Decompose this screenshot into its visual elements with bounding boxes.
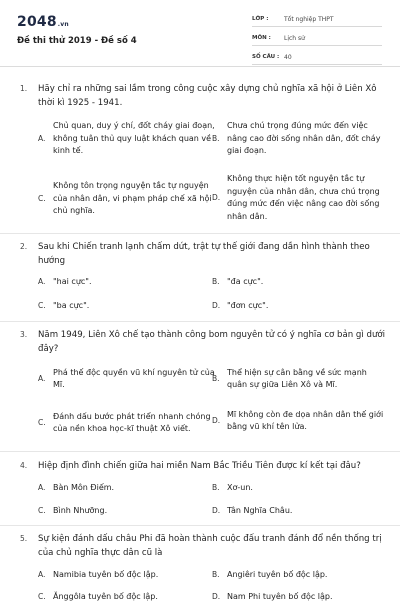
option-letter: C.: [38, 505, 46, 515]
option-text: Thể hiện sự cân bằng về sức mạnh quân sự giữa Liên Xô và Mĩ.: [227, 367, 367, 389]
header-divider: [0, 66, 400, 67]
answer-option-1c[interactable]: [38, 170, 216, 228]
option-text: "đơn cực".: [227, 300, 269, 310]
question-divider: [0, 525, 400, 526]
option-letter: D.: [212, 415, 221, 425]
answer-option-4a[interactable]: [38, 481, 208, 495]
meta-key: LỚP :: [252, 16, 269, 22]
question-number: 5.: [20, 534, 28, 543]
option-text: Angiêri tuyên bố độc lập.: [227, 569, 328, 579]
option-letter: B.: [212, 482, 220, 492]
question-5: [20, 532, 390, 560]
option-text: "hai cực".: [53, 276, 92, 286]
exam-meta: [252, 12, 382, 69]
question-number: 4.: [20, 461, 28, 470]
option-letter: B.: [212, 276, 220, 286]
answer-option-3b[interactable]: [212, 364, 384, 394]
question-number: 3.: [20, 330, 28, 339]
option-letter: D.: [212, 192, 221, 202]
option-letter: A.: [38, 569, 46, 579]
question-text: Hiệp định đình chiến giữa hai miền Nam Bắc Triều Tiên được kí kết tại đâu?: [38, 461, 361, 471]
option-text: Phá thế độc quyền vũ khí nguyên tử của Mĩ.: [53, 367, 215, 389]
option-text: Chưa chú trọng đúng mức đến việc nâng cao đời sống nhân dân, đốt cháy giai đoạn.: [227, 121, 381, 156]
option-letter: D.: [212, 505, 221, 515]
answer-option-5c[interactable]: [38, 590, 208, 604]
answer-option-5b[interactable]: [212, 568, 382, 582]
option-letter: A.: [38, 373, 46, 383]
question-2: [20, 240, 390, 268]
option-text: Không thực hiện tốt nguyện tắc tự nguyện của nhân dân, chưa chú trọng đúng mức đến việc nâng cao đời sống nhân dân.: [227, 174, 380, 221]
option-text: Nam Phi tuyên bố độc lập.: [227, 591, 333, 601]
meta-value: Lịch sử: [284, 34, 305, 42]
option-letter: C.: [38, 417, 46, 427]
meta-key: SỐ CÂU :: [252, 54, 280, 60]
option-text: Tân Nghĩa Châu.: [227, 505, 293, 515]
option-text: Không tôn trọng nguyện tắc tự nguyện của nhân dân, vi phạm pháp chế xã hội chủ nghĩa.: [53, 181, 212, 216]
question-number: 2.: [20, 242, 28, 251]
option-text: Namibia tuyên bố độc lập.: [53, 569, 159, 579]
answer-option-1d[interactable]: [212, 166, 384, 230]
question-text: Sự kiện đánh dấu châu Phi đã hoàn thành cuộc đấu tranh đánh đổ nền thống trị của chủ nghĩa thực dân cũ là: [38, 534, 382, 558]
question-3: [20, 328, 390, 356]
meta-row-count: [252, 50, 382, 65]
option-letter: D.: [212, 300, 221, 310]
option-text: Chủ quan, duy ý chí, đốt cháy giai đoạn, không tuân thủ quy luật khách quan về kinh tế.: [53, 121, 215, 156]
option-letter: B.: [212, 133, 220, 143]
answer-option-1a[interactable]: [38, 115, 216, 163]
meta-key: MÔN :: [252, 35, 271, 41]
answer-option-2a[interactable]: [38, 275, 208, 289]
option-text: "ba cực".: [53, 300, 90, 310]
option-letter: A.: [38, 482, 46, 492]
answer-option-3a[interactable]: [38, 364, 216, 394]
answer-option-5d[interactable]: [212, 590, 382, 604]
meta-row-class: [252, 12, 382, 27]
question-text: Năm 1949, Liên Xô chế tạo thành công bom nguyên tử có ý nghĩa cơ bản gì dưới đây?: [38, 330, 386, 354]
exam-title: Đề thi thử 2019 - Đề số 4: [17, 36, 137, 46]
option-text: Xơ-un.: [227, 482, 253, 492]
question-divider: [0, 451, 400, 452]
answer-option-1b[interactable]: [212, 115, 384, 163]
answer-option-4c[interactable]: [38, 504, 208, 518]
option-letter: A.: [38, 133, 46, 143]
meta-row-subject: [252, 31, 382, 46]
option-letter: B.: [212, 373, 220, 383]
option-letter: D.: [212, 591, 221, 601]
option-text: Ănggôla tuyên bố độc lập.: [53, 591, 158, 601]
page-header: [0, 0, 400, 64]
meta-value: Tốt nghiệp THPT: [284, 15, 334, 23]
answer-option-4d[interactable]: [212, 504, 382, 518]
question-1: [20, 82, 390, 110]
question-4: [20, 459, 390, 473]
answer-option-2c[interactable]: [38, 299, 208, 313]
option-letter: C.: [38, 193, 46, 203]
answer-option-3d[interactable]: [212, 406, 384, 436]
meta-value: 40: [284, 53, 292, 61]
option-text: Đánh dấu bước phát triển nhanh chóng của nền khoa học-kĩ thuật Xô viết.: [53, 411, 211, 433]
question-text: Hãy chỉ ra những sai lầm trong công cuộc xây dựng chủ nghĩa xã hội ở Liên Xô thời kì 1925 - 1941.: [38, 84, 377, 108]
answer-option-2d[interactable]: [212, 299, 382, 313]
answer-option-3c[interactable]: [38, 402, 216, 444]
site-logo[interactable]: 2048.vn: [17, 14, 69, 30]
option-letter: C.: [38, 591, 46, 601]
option-text: Mĩ không còn đe dọa nhân dân thế giới bằng vũ khí tên lửa.: [227, 409, 384, 431]
option-letter: C.: [38, 300, 46, 310]
option-text: Bình Nhưỡng.: [53, 505, 108, 515]
question-number: 1.: [20, 84, 28, 93]
option-text: "đa cực".: [227, 276, 264, 286]
option-letter: B.: [212, 569, 220, 579]
question-divider: [0, 321, 400, 322]
option-letter: A.: [38, 276, 46, 286]
option-text: Bàn Môn Điếm.: [53, 482, 115, 492]
question-text: Sau khi Chiến tranh lạnh chấm dứt, trật tự thế giới đang dần hình thành theo hướng: [38, 242, 370, 266]
question-divider: [0, 233, 400, 234]
answer-option-4b[interactable]: [212, 481, 382, 495]
answer-option-5a[interactable]: [38, 568, 208, 582]
answer-option-2b[interactable]: [212, 275, 382, 289]
